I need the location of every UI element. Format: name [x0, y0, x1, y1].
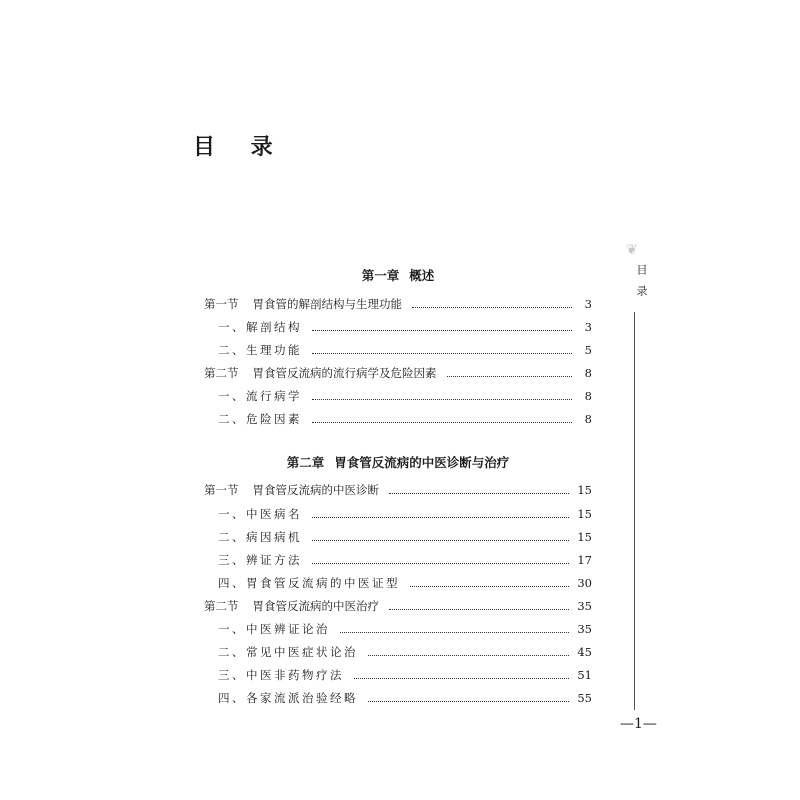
page-number: 8: [584, 366, 592, 380]
section-title: 胃食管反流病的中医诊断: [252, 483, 379, 497]
toc-item-row[interactable]: [204, 318, 592, 336]
toc-item-row[interactable]: [204, 643, 592, 661]
dot-leader: [312, 517, 569, 518]
page-number: 35: [577, 599, 592, 613]
chapter-title: 胃食管反流病的中医诊断与治疗: [334, 455, 510, 470]
leaf-icon: ❦: [626, 242, 638, 258]
dot-leader: [368, 655, 569, 656]
dot-leader: [312, 353, 572, 354]
section-number: 第一节: [204, 297, 239, 311]
toc-section-row[interactable]: [204, 295, 592, 313]
side-tab: [620, 236, 650, 716]
item-label: 四、胃食管反流病的中医证型: [218, 576, 400, 590]
dot-leader: [412, 307, 572, 308]
toc-item-row[interactable]: [204, 689, 592, 707]
page-number: 15: [577, 530, 592, 544]
page-folio: —1—: [620, 716, 657, 732]
dot-leader: [312, 540, 569, 541]
toc-item-row[interactable]: [204, 505, 592, 523]
dot-leader: [312, 399, 572, 400]
toc-item-row[interactable]: [204, 387, 592, 405]
section-number: 第二节: [204, 599, 239, 613]
toc-item-row[interactable]: [204, 574, 592, 592]
chapter-heading[interactable]: [204, 453, 592, 471]
page-number: 5: [584, 343, 592, 357]
toc-item-row[interactable]: [204, 666, 592, 684]
item-label: 二、危险因素: [218, 412, 302, 426]
item-label: 一、中医病名: [218, 507, 302, 521]
toc-section-row[interactable]: [204, 481, 592, 499]
page-number: 15: [577, 483, 592, 497]
toc-item-row[interactable]: [204, 410, 592, 428]
dot-leader: [410, 586, 569, 587]
toc-section-row[interactable]: [204, 364, 592, 382]
section-title: 胃食管反流病的流行病学及危险因素: [252, 366, 437, 380]
item-label: 一、解剖结构: [218, 320, 302, 334]
section-number: 第一节: [204, 483, 239, 497]
dot-leader: [312, 563, 569, 564]
item-label: 三、辨证方法: [218, 553, 302, 567]
dot-leader: [389, 493, 569, 494]
chapter-number: 第一章: [361, 268, 400, 283]
page-number: 15: [577, 507, 592, 521]
item-label: 二、生理功能: [218, 343, 302, 357]
dot-leader: [312, 422, 572, 423]
page-number: 55: [577, 691, 592, 705]
dot-leader: [340, 632, 569, 633]
dot-leader: [354, 678, 569, 679]
item-label: 一、中医辨证论治: [218, 622, 330, 636]
item-label: 一、流行病学: [218, 389, 302, 403]
chapter-title: 概述: [409, 268, 435, 283]
dot-leader: [368, 701, 569, 702]
page-number: 35: [577, 622, 592, 636]
page-number: 51: [577, 668, 592, 682]
toc-section-row[interactable]: [204, 597, 592, 615]
item-label: 二、病因病机: [218, 530, 302, 544]
page-number: 30: [577, 576, 592, 590]
side-rule: [634, 312, 635, 710]
page-number: 8: [584, 389, 592, 403]
page-number: 8: [584, 412, 592, 426]
page-number: 45: [577, 645, 592, 659]
chapter-number: 第二章: [286, 455, 325, 470]
toc-item-row[interactable]: [204, 620, 592, 638]
toc-item-row[interactable]: [204, 528, 592, 546]
page-number: 3: [584, 297, 592, 311]
dot-leader: [389, 609, 569, 610]
page-number: 3: [584, 320, 592, 334]
dot-leader: [312, 330, 572, 331]
dot-leader: [447, 376, 573, 377]
page-number: 17: [577, 553, 592, 567]
item-label: 四、各家流派治验经略: [218, 691, 358, 705]
section-title: 胃食管的解剖结构与生理功能: [252, 297, 402, 311]
section-number: 第二节: [204, 366, 239, 380]
side-tab-label: 目录: [635, 264, 648, 306]
chapter-heading[interactable]: [204, 266, 592, 284]
toc-item-row[interactable]: [204, 341, 592, 359]
toc-item-row[interactable]: [204, 551, 592, 569]
item-label: 二、常见中医症状论治: [218, 645, 358, 659]
item-label: 三、中医非药物疗法: [218, 668, 344, 682]
page-title: 目 录: [193, 135, 287, 160]
section-title: 胃食管反流病的中医治疗: [252, 599, 379, 613]
